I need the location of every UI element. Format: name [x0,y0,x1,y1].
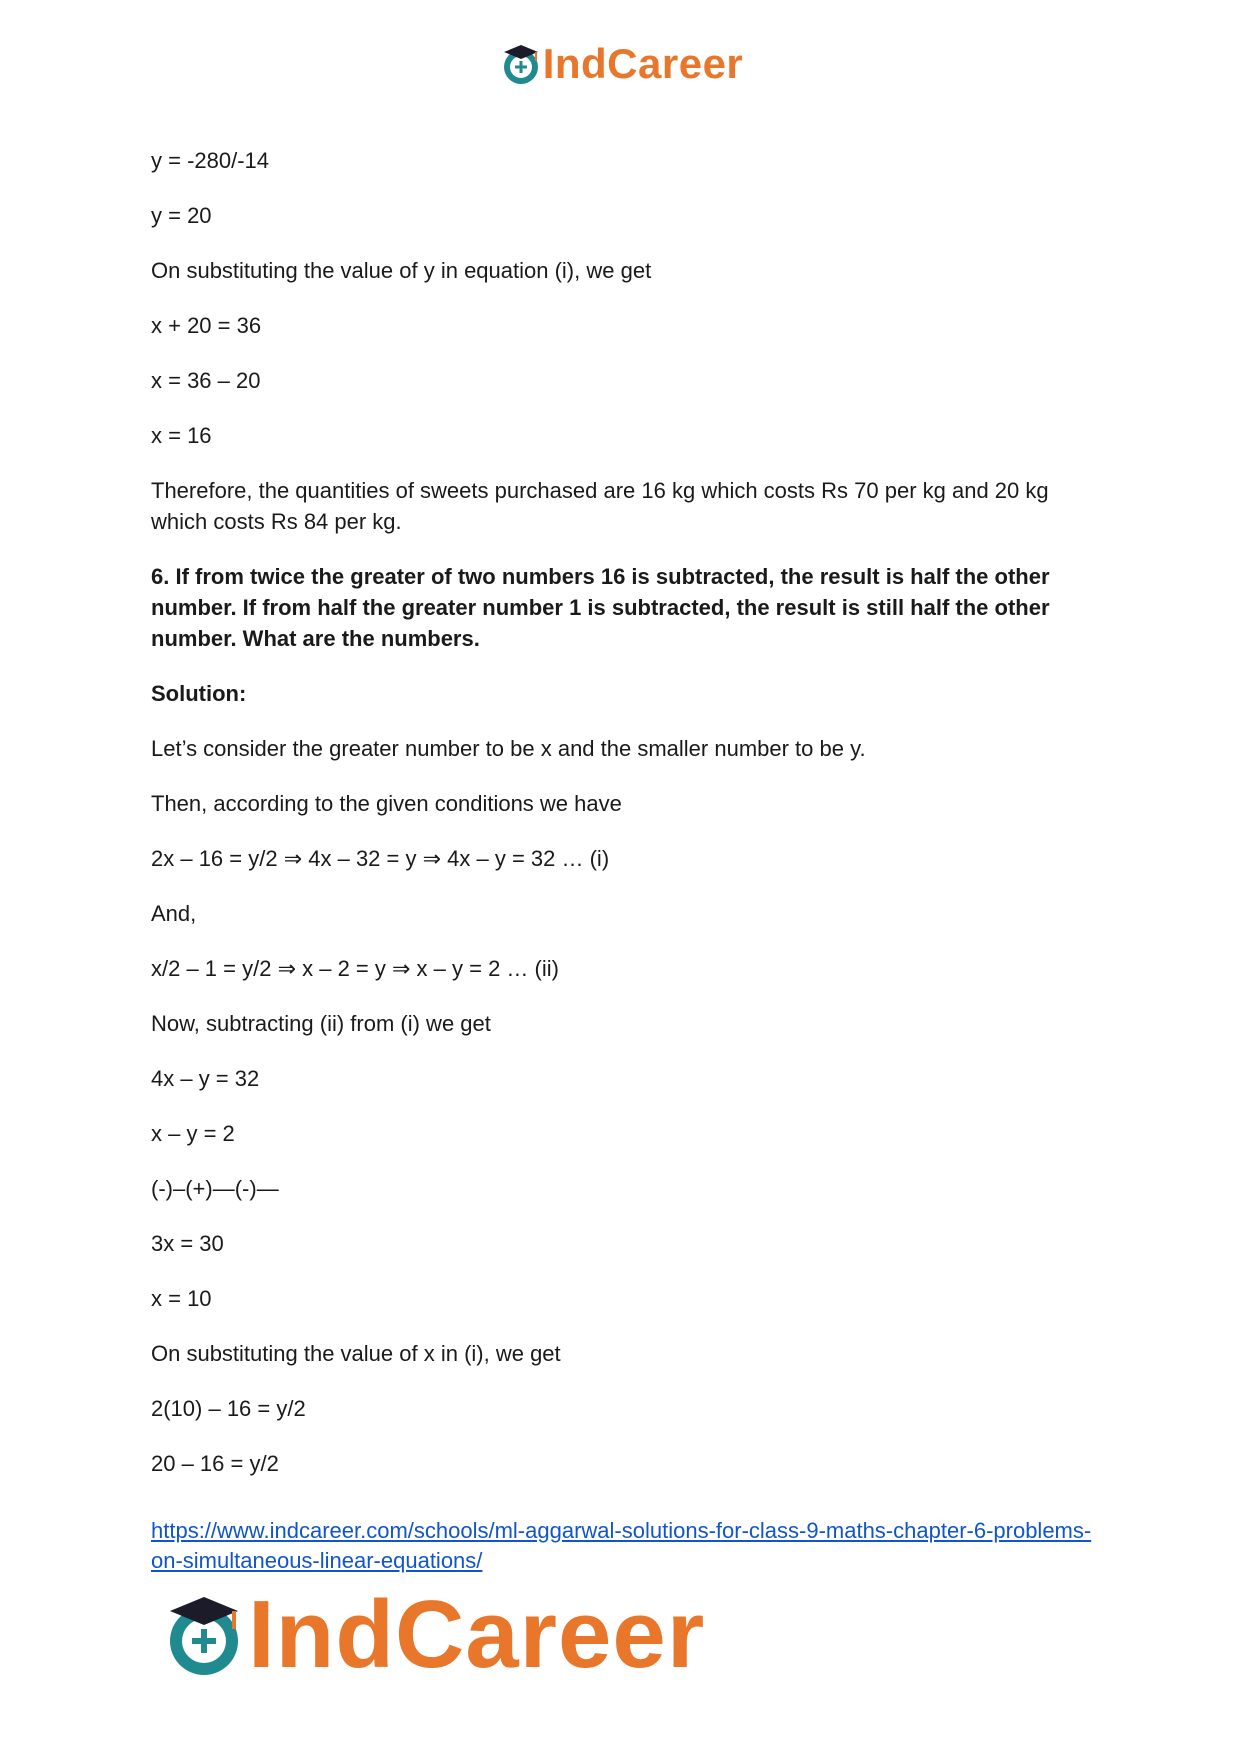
equation-line: x – y = 2 [151,1121,235,1146]
text-paragraph: Let’s consider the greater number to be x and the smaller number to be y. [151,736,866,761]
equation-line: y = -280/-14 [151,148,270,173]
equation-line: 20 – 16 = y/2 [151,1451,279,1476]
text-paragraph: And, [151,901,197,926]
equation-line: x + 20 = 36 [151,313,262,338]
graduation-globe-logo-icon [499,42,543,86]
graduation-globe-logo-icon [160,1591,248,1679]
text-paragraph: Now, subtracting (ii) from (i) we get [151,1011,491,1036]
source-link[interactable]: https://www.indcareer.com/schools/ml-aggarwal-solutions-for-class-9-maths-chapter-6-problems-on-simultaneous-linear-equations/ [151,1518,1092,1573]
equation-line: 3x = 30 [151,1231,224,1256]
equation-line: (-)–(+)—(-)— [151,1176,279,1201]
question-heading: 6. If from twice the greater of two numbers 16 is subtracted, the result is half the other number. If from half the greater number 1 is subtracted, the result is still half the other number. What are the numbers. [151,564,1050,651]
equation-line: x = 10 [151,1286,212,1311]
solution-label: Solution: [151,681,247,706]
header-logo [0,40,1242,88]
footer-logo-text: IndCareer [248,1581,706,1688]
equation-line: x/2 – 1 = y/2 ⇒ x – 2 = y ⇒ x – y = 2 … (ii) [151,956,559,981]
equation-line: y = 20 [151,203,212,228]
equation-line: x = 36 – 20 [151,368,261,393]
document-body [151,145,1096,1503]
equation-line: 2(10) – 16 = y/2 [151,1396,306,1421]
text-paragraph: Then, according to the given conditions we have [151,791,622,816]
footer-logo [160,1581,706,1688]
equation-line: 4x – y = 32 [151,1066,260,1091]
equation-line: x = 16 [151,423,212,448]
text-paragraph: On substituting the value of x in (i), we get [151,1341,561,1366]
text-paragraph: Therefore, the quantities of sweets purchased are 16 kg which costs Rs 70 per kg and 20 kg which costs Rs 84 per kg. [151,478,1049,534]
header-logo-text: IndCareer [542,40,744,87]
text-paragraph: On substituting the value of y in equation (i), we get [151,258,652,283]
equation-line: 2x – 16 = y/2 ⇒ 4x – 32 = y ⇒ 4x – y = 32 … (i) [151,846,610,871]
